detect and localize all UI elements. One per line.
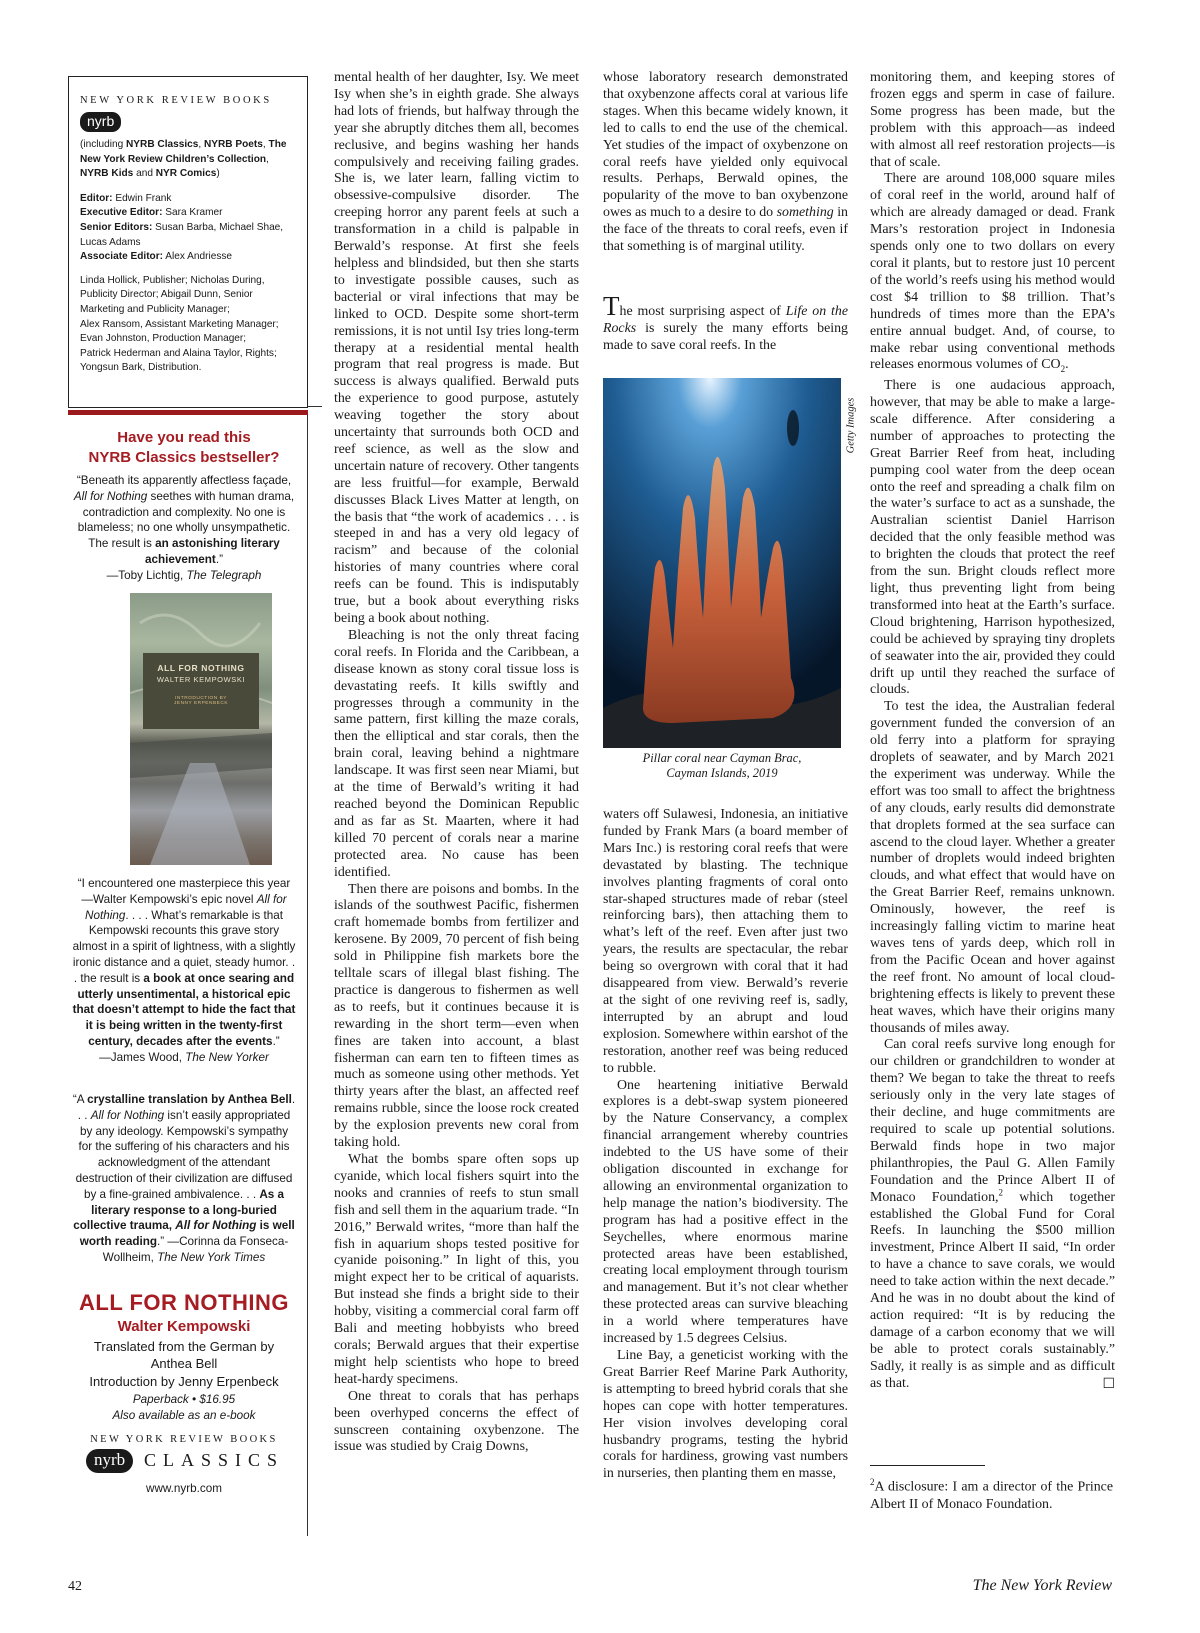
ad-ebook: Also available as an e-book — [112, 1409, 256, 1422]
nyrb-classics-logo: nyrb — [86, 1449, 133, 1473]
ad-book-title: ALL FOR NOTHING — [79, 1290, 289, 1315]
classics-wordmark: CLASSICS — [144, 1450, 285, 1470]
paragraph: mental health of her daughter, Isy. We meet Isy when she’s in eighth grade. She always had lots of friends, but halfway through the year she abruptly ditches them all, becomes reclusive, and begins washing her hands compulsively and receiving failing grades. She is, we later learn, falling victim to obsessive-compulsive disorder. The creeping horror any parent feels at such a transformation in a child is palpable in Berwald’s response. At first she feels helpless and blindsided, but then she starts to investigate possible causes, such as bacterial or viral infections that may be linked to OCD. Despite some short-term remissions, it is not until Isy tries long-term therapy at a residential mental health program that real progress is made. But success is always qualified. Berwald puts the experience to good purpose, astutely weaving together the story about uncertainty that surrounds both OCD and reef science, as well as the slow and uncertain nature of recovery. Other tangents are less fruitful—for example, Berwald discusses Black Lives Matter at length, on the basis that “the work of academics . . . is steeped in and has a very old legacy of racism” and because of the colonial histories of many countries where coral reefs can be found. This is indisputably true, but a book about everything risks being a book about nothing. — [334, 70, 579, 626]
masthead-imprints: (including NYRB Classics, NYRB Poets, The New York Review Children’s Collection, NYRB Kids and NYR Comics) — [80, 139, 287, 180]
footnote-rule — [870, 1465, 985, 1466]
paragraph: Then there are poisons and bombs. In the islands of the southwest Pacific, fishermen craft homemade bombs from fertilizer and kerosene. By 2009, 70 percent of fish being sold in Philippine fish markets bore the telltale scars of illegal blast fishing. The practice is dangerous to fishermen as well as to reefs, but it continues because it is rewarding in the short term—even when fines are taken into account, a blast fisherman can earn ten to fifteen times as much as someone using other methods. Yet thirty years after the blast, an affected reef remains rubble, since the loose rock created by the explosion prevents new coral from taking hold. — [334, 881, 579, 1151]
nyrb-logo: nyrb — [80, 112, 121, 132]
article-column-2-top — [603, 70, 848, 355]
article-column-3 — [870, 70, 1115, 1392]
ad-quote-telegraph: “Beneath its apparently affectless façade, All for Nothing seethes with human drama, contradiction and complexity. No one is blameless; no one wholly unsympathetic. The result is an astonishing literary achievement.” —Toby Lichtig, The Telegraph — [73, 474, 295, 582]
ad-quote-nyt: “A crystalline translation by Anthea Bell. . . All for Nothing isn’t easily appropriated by any ideology. Kempowski’s sympathy for the suffering of his characters and his acknowledgment of the attendant destruction of their civilization are diffused by a fine-grained ambivalence. . . As a literary response to a long-buried collective trauma, All for Nothing is well worth reading.” —Corinna da Fonseca-Wollheim, The New York Times — [72, 1093, 296, 1264]
column-gutter — [590, 70, 591, 1550]
ad-divider — [308, 406, 322, 407]
ad-headline: Have you read this NYRB Classics bestseller? — [88, 429, 280, 466]
photo-caption: Pillar coral near Cayman Brac, Cayman Islands, 2019 — [642, 751, 802, 780]
paragraph: Bleaching is not the only threat facing coral reefs. In Florida and the Caribbean, a disease known as stony coral tissue loss is devastating reefs. It kills swiftly and progresses through a community in the same pattern, first killing the maze corals, then the elliptical and star corals, then the brain coral, leaving behind a nightmare landscape. It was first seen near Miami, but at the time of Berwald’s writing it had reached beyond the Dominican Republic and as far as St. Maarten, where it had killed 70 percent of corals near a marine protected area. No cause has been identified. — [334, 627, 579, 880]
ad-footer-logo — [86, 1449, 296, 1475]
end-mark-icon: ☐ — [1102, 1375, 1115, 1392]
page-number: 42 — [68, 1579, 82, 1594]
paragraph: One threat to corals that has perhaps been overhyped concerns the effect of sunscreen containing oxybenzone. The issue was studied by Craig Downs, — [334, 1388, 579, 1455]
paragraph: Line Bay, a geneticist working with the Great Barrier Reef Marine Park Authority, is attempting to breed hybrid corals that she hopes can cope with hotter temperatures. Her vision involves developing coral husbandry programs, testing the hybrid corals for hardiness, growing vast numbers in nurseries, then planting them en masse, — [603, 1348, 848, 1482]
coral-photo — [603, 378, 841, 748]
cover-art — [130, 593, 272, 865]
paragraph: One heartening initiative Berwald explores is a debt-swap system pioneered by the Nature Conservancy, a complex financial arrangement whereby countries indebted to the US have some of their obligation discounted in exchange for allowing an environmental organization to help manage the nation’s biodiversity. The program has had a positive effect in the Seychelles, where enormous marine protected areas have been established, creating local employment through tourism and management. But it’s not clear whether these protected areas can survive bleaching in a world where temperatures have increased by 1.5 degrees Celsius. — [603, 1077, 848, 1347]
paragraph: There is one audacious approach, however, that may be able to make a large-scale difference. After considering a number of approaches to protecting the Great Barrier Reef from heat, including pumping cool water from the deep ocean onto the reef and spreading a chalk film on the water’s surface to act as a sunshade, the Australian scientist Daniel Harrison decided that the only feasible method was to brighten the clouds that protect the reef from the sun. Bright clouds reflect more light, thus preventing light from being transformed into heat at the Earth’s surface. Cloud brightening, Harrison hypothesized, could be achieved by spraying tiny droplets of seawater into the air, provided they could drift up until they reached the surface of clouds. — [870, 378, 1115, 698]
paragraph: There are around 108,000 square miles of coral reef in the world, around half of which are already damaged or dead. Frank Mars’s restoration project in Indonesia spends only one to two dollars on every coral it plants, but to restore just 10 percent of the world’s reefs using his method would cost $4 trillion to $8 trillion. That’s hundreds of times more than the EPA’s entire annual budget. And, of course, to make rebar using conventional methods releases enormous volumes of $CO_2$. — [870, 171, 1115, 375]
publication-name: The New York Review — [972, 1577, 1112, 1594]
cover-title-panel: ALL FOR NOTHING WALTER KEMPOWSKI INTRODUCTION BY JENNY ERPENBECK — [143, 653, 259, 729]
masthead-editors: Editor: Edwin Frank Executive Editor: Sara Kramer Senior Editors: Susan Barba, Michael Shae, Lucas Adams Associate Editor: Alex Andriesse — [80, 192, 284, 263]
ad-introduction: Introduction by Jenny Erpenbeck — [89, 1374, 279, 1389]
ad-website-link[interactable]: www.nyrb.com — [146, 1482, 222, 1495]
drop-cap: T — [603, 290, 620, 321]
ad-quote-new-yorker: “I encountered one masterpiece this year—Walter Kempowski’s epic novel All for Nothing. . . . What’s remarkable is that Kempowski recounts this grave story almost in a spirit of lightness, with a slightly ironic distance and a quiet, steady humor. . . the result is a book at once searing and utterly unsentimental, a historical epic that doesn’t attempt to hide the fact that it is being written in the twenty-first century, decades after the events.” —James Wood, The New Yorker — [72, 877, 296, 1064]
article-column-2-bottom — [603, 807, 848, 1483]
pillar-coral-image — [603, 378, 841, 748]
paragraph: waters off Sulawesi, Indonesia, an initiative funded by Frank Mars (a board member of Mars Inc.) is restoring coral reefs that were devastated by blasting. The technique involves planting fragments of coral onto star-shaped structures made of rebar (steel reinforcing bars), then attaching them to what’s left of the reef. Even after just two years, the results are spectacular, the rebar being so overgrown with coral that it had disappeared from view. Berwald’s reverie at the sight of one reviving reef is, sadly, interrupted by an abrupt and loud explosion. Somewhere within earshot of the restoration, another reef was being reduced to rubble. — [603, 807, 848, 1076]
paragraph: What the bombs spare often sops up cyanide, which local fishers squirt into the nooks and crannies of reefs to stun small fish and sell them in the aquarium trade. “In 2016,” Berwald writes, “more than half the fish in aquarium shops tested positive for cyanide poisoning.” In light of this, you might expect her to be critical of aquarists. But instead she finds a bright side to their hobby, visiting a commercial coral farm off Bali and meeting hobbyists who breed corals; Berwald argues that their expertise might help scientists who hope to breed heat-hardy specimens. — [334, 1152, 579, 1387]
section-opening-paragraph: The most surprising aspect of Life on the Rocks is surely the many efforts being made to save coral reefs. In the — [603, 290, 848, 353]
ad-translator: Translated from the German by Anthea Bell — [93, 1339, 275, 1371]
ad-top-bar — [68, 410, 308, 415]
ad-book-author: Walter Kempowski — [117, 1318, 251, 1335]
book-cover-image — [130, 593, 272, 865]
paragraph: monitoring them, and keeping stores of frozen eggs and sperm in case of failure. Some progress has been made, but the problem with this approach—as indeed with almost all reef restoration projects—is that of scale. — [870, 70, 1115, 170]
footnote: $^2$A disclosure: I am a director of the Prince Albert II of Monaco Foundation. — [870, 1477, 1113, 1512]
masthead-staff: Linda Hollick, Publisher; Nicholas During, Publicity Director; Abigail Dunn, Senior Marketing and Publicity Manager; Alex Ransom, Assistant Marketing Manager; Evan Johnston, Production Manager; Patrick Hederman and Alaina Taylor, Rights; Yongsun Bark, Distribution. — [80, 274, 279, 374]
article-column-1 — [334, 70, 579, 1456]
paragraph: To test the idea, the Australian federal government funded the conversion of an old ferry into a platform for spraying droplets of seawater, and by March 2021 the experiment was underway. While the effort was too small to affect the brightness of any clouds, early results did demonstrate that droplets formed at the sea surface can ascend to the cloud layer. Whether a greater number of droplets would indeed brighten clouds, and what effect that would have on the Great Barrier Reef, remains unknown. Ominously, however, the reef is increasingly falling victim to marine heat waves tens of yards deep, which roll in from the Pacific Ocean and hover against the reef front. No amount of local cloud-brightening effects is likely to prevent these heat waves, which have their origins many thousands of miles away. — [870, 699, 1115, 1036]
masthead-publisher: NEW YORK REVIEW BOOKS — [80, 95, 272, 106]
photo-credit: Getty Images — [845, 397, 857, 454]
masthead-box — [68, 76, 308, 408]
ad-price: Paperback • $16.95 — [132, 1393, 236, 1406]
ad-footer-publisher: NEW YORK REVIEW BOOKS — [90, 1434, 278, 1445]
paragraph: whose laboratory research demonstrated that oxybenzone affects coral at various life stages. When this became widely known, it led to calls to end the use of the chemical. Yet studies of the impact of oxybenzone on coral reefs have yielded only equivocal results. Perhaps, Berwald opines, the popularity of the move to ban oxybenzone owes as much to a desire to do something in the face of the threats to coral reefs, even if that something is of marginal utility. — [603, 70, 848, 255]
paragraph: Can coral reefs survive long enough for our children or grandchildren to wonder at them? We began to take the threat to reefs seriously only in the very late stages of their decline, and huge commitments are required to scale up potential solutions. Berwald finds hope in two major philanthropies, the Paul G. Allen Family Foundation and the Prince Albert II of Monaco Foundation,$^2$ which together established the Global Fund for Coral Reefs. In launching the $500 million investment, Prince Albert II said, “In order to have a chance to save corals, we would need to take action within the next decade.” And he was in no doubt about the kind of action required: “It is by reducing the damage of a carbon economy that we will be able to protect corals sustainably.” Sadly, it really is as simple and as difficult as that. ☐ — [870, 1037, 1115, 1392]
